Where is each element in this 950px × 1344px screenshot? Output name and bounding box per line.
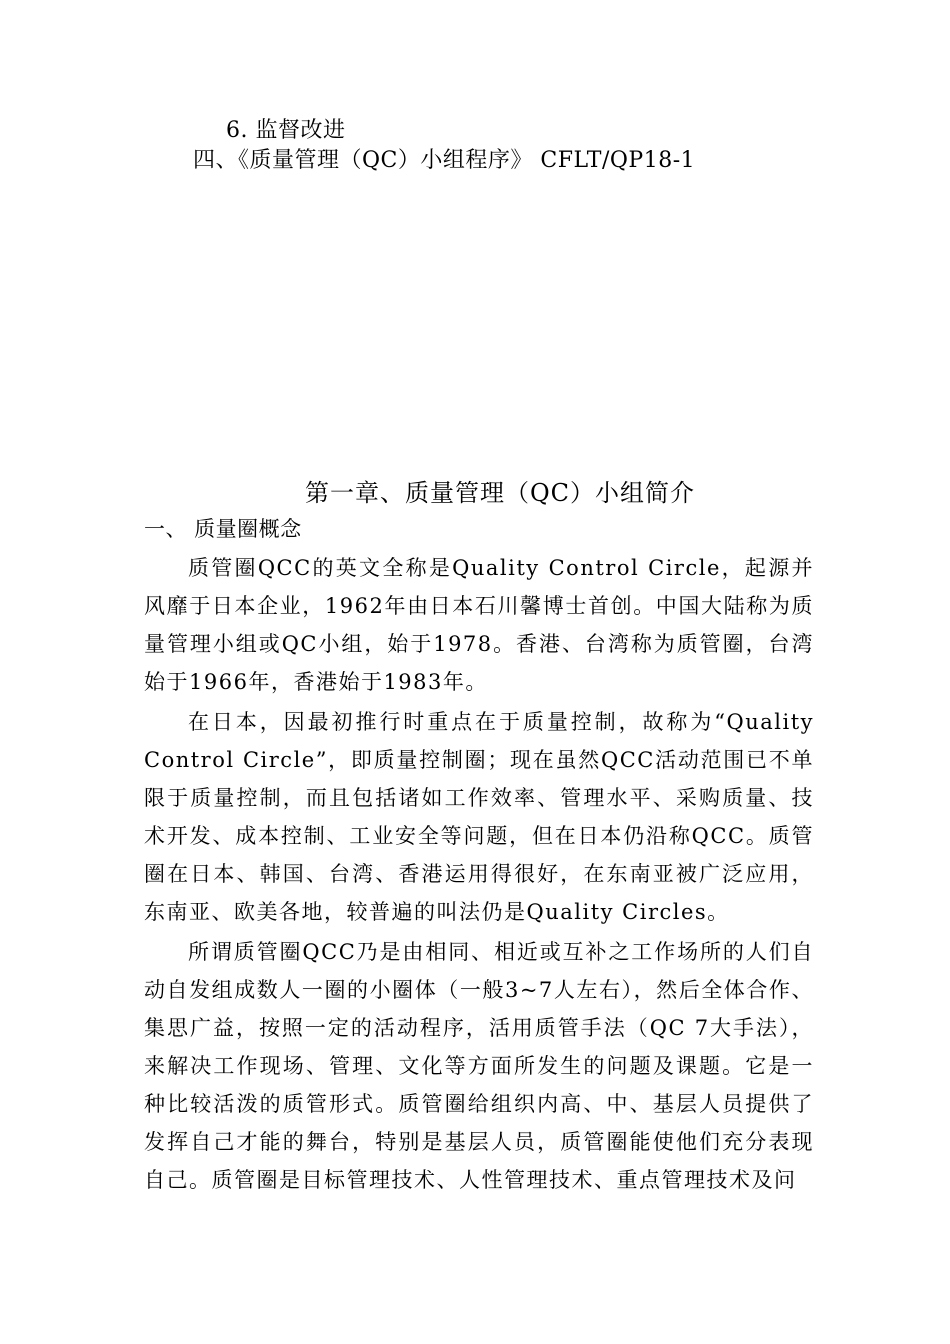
- section-heading: 一、 质量圈概念: [144, 517, 302, 541]
- paragraph-1: 质管圈QCC的英文全称是Quality Control Circle，起源并风靡于日本企业，1962年由日本石川馨博士首创。中国大陆称为质量管理小组或QC小组，始于1978。香港、台湾称为质管圈，台湾始于1966年，香港始于1983年。: [144, 556, 814, 694]
- paragraph-3: 所谓质管圈QCC乃是由相同、相近或互补之工作场所的人们自动自发组成数人一圈的小圈体（一般3~7人左右），然后全体合作、集思广益，按照一定的活动程序，活用质管手法（QC 7大手法），来解决工作现场、管理、文化等方面所发生的问题及课题。它是一种比较活泼的质管形式。质管圈给组织内高、中、基层人员提供了发挥自己才能的舞台，特别是基层人员，质管圈能使他们充分表现自己。质管圈是目标管理技术、人性管理技术、重点管理技术及问: [144, 940, 814, 1192]
- document-title: 四、《质量管理（QC）小组程序》 CFLT/QP18-1: [193, 148, 696, 173]
- chapter-title: 第一章、质量管理（QC）小组简介: [304, 479, 696, 507]
- paragraph-2: 在日本，因最初推行时重点在于质量控制，故称为“Quality Control Circle”，即质量控制圈；现在虽然QCC活动范围已不单限于质量控制，而且包括诸如工作效率、管理水平、采购质量、技术开发、成本控制、工业安全等问题，但在日本仍沿称QCC。质管圈在日本、韩国、台湾、香港运用得很好，在东南亚被广泛应用，东南亚、欧美各地，较普遍的叫法仍是Quality Circles。: [144, 710, 814, 924]
- header-item-text: 6. 监督改进: [226, 118, 346, 143]
